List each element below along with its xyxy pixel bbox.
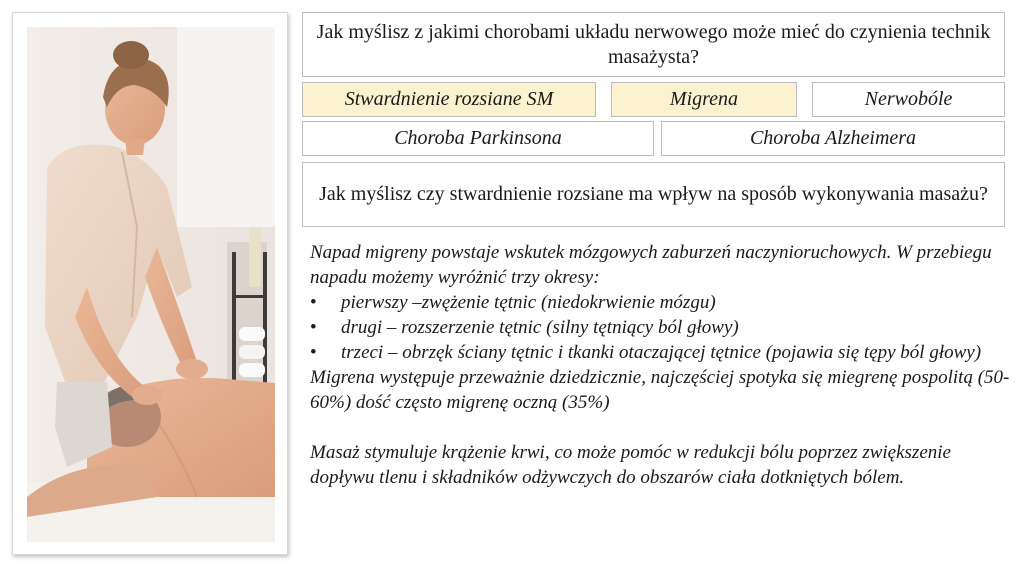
content-text bbox=[310, 240, 1010, 490]
heredity-paragraph: Migrena występuje przeważnie dziedzicznie, najczęściej spotyka się miegrenę pospolitą (50-60%) dość często migrenę oczną (35%) bbox=[310, 367, 1010, 413]
photo-frame bbox=[12, 12, 288, 555]
list-item: • pierwszy –zwężenie tętnic (niedokrwienie mózgu) bbox=[310, 290, 1010, 315]
intro-paragraph: Napad migreny powstaje wskutek mózgowych zaburzeń naczynioruchowych. W przebiegu napadu możemy wyróżnić trzy okresy: bbox=[310, 242, 992, 288]
option-neuralgia bbox=[812, 82, 1005, 117]
option-label: Migrena bbox=[669, 88, 739, 110]
option-label: Choroba Parkinsona bbox=[394, 127, 562, 149]
option-alzheimers bbox=[661, 121, 1005, 156]
paragraph-spacer bbox=[310, 415, 1010, 440]
option-label: Choroba Alzheimera bbox=[749, 127, 917, 149]
migraine-stages-list bbox=[310, 290, 1010, 365]
option-label: Stwardnienie rozsiane SM bbox=[344, 88, 554, 110]
question-1-text: Jak myślisz z jakimi chorobami układu nerwowego może mieć do czynienia technik masażysta? bbox=[316, 20, 991, 68]
question-2-text: Jak myślisz czy stwardnienie rozsiane ma wpływ na sposób wykonywania masażu? bbox=[319, 183, 988, 205]
option-multiple-sclerosis bbox=[302, 82, 596, 117]
massage-photo bbox=[27, 27, 275, 542]
option-parkinsons bbox=[302, 121, 654, 156]
list-item: • drugi – rozszerzenie tętnic (silny tętniący ból głowy) bbox=[310, 315, 1010, 340]
list-item: • trzeci – obrzęk ściany tętnic i tkanki otaczającej tętnice (pojawia się tępy ból głowy) bbox=[310, 340, 1010, 365]
massage-paragraph: Masaż stymuluje krążenie krwi, co może pomóc w redukcji bólu poprzez zwiększenie dopływu tlenu i składników odżywczych do obszarów ciała dotkniętych bólem. bbox=[310, 442, 951, 488]
question-2-box bbox=[302, 162, 1005, 227]
option-label: Nerwobóle bbox=[864, 88, 953, 110]
option-migraine bbox=[611, 82, 797, 117]
question-1-box bbox=[302, 12, 1005, 77]
